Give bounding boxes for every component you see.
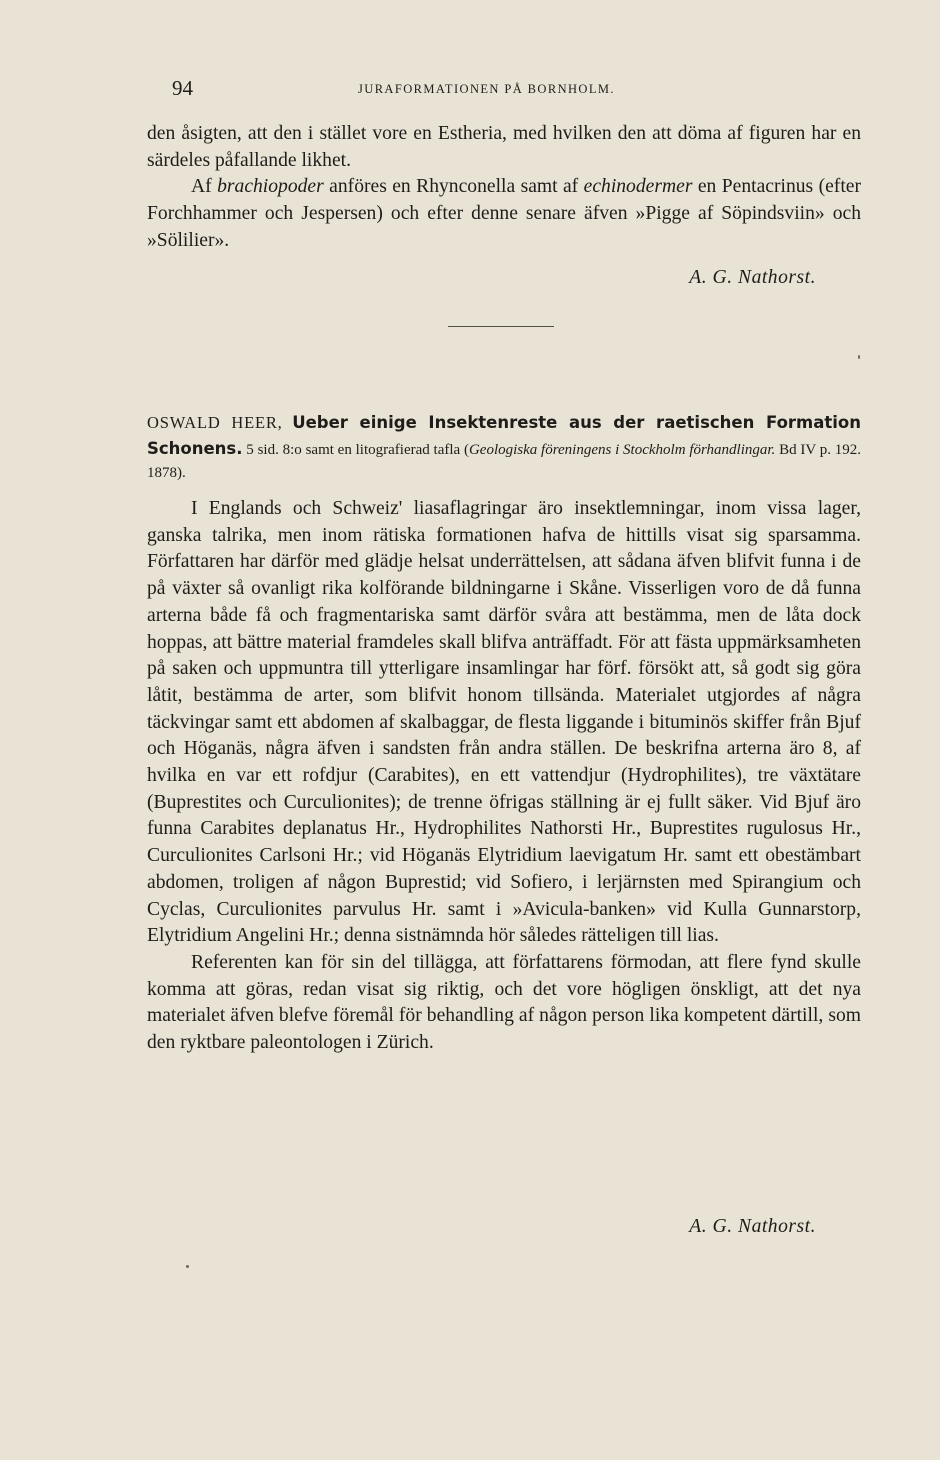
review-text bbox=[147, 496, 861, 1057]
review-heading bbox=[147, 411, 861, 486]
paper-speck bbox=[186, 1265, 189, 1268]
review-journal: Geologiska föreningens i Stockholm förhandlingar. bbox=[468, 441, 776, 458]
section1-paragraph1: den åsigten, att den i stället vore en Estheria, med hvilken den att döma af figuren har en särdeles påfallande likhet. bbox=[147, 123, 861, 171]
section1-p2-text2: anföres en Rhynconella samt af bbox=[323, 176, 584, 198]
section1-signature: A. G. Nathorst. bbox=[689, 267, 816, 288]
section-divider bbox=[448, 326, 554, 327]
review-citation: Bd IV p. 192. 1878). bbox=[147, 441, 861, 481]
section1-p2-italic-echinodermer: echinodermer bbox=[583, 176, 693, 198]
page-number: 94 bbox=[172, 76, 193, 100]
page-header bbox=[172, 76, 862, 106]
review-paragraph1: I Englands och Schweiz' liasaflagringar äro insektlemningar, inom vissa lager, ganska talrika, men inom rätiska formationen hafva de hittills visat sig sparsamma. Författaren har därför med glädje helsat underrättelsen, att sådana äfven blifvit funna i de på växter så ovanligt rika kolförande bildningarne i Skåne. Visserligen voro de då funna arterna både få och fragmentariska samt därför svåra att bestämma, men de låta dock hoppas, att bättre material framdeles skall blifva anträffadt. För att fästa uppmärksamheten på saken och uppmuntra till ytterligare insamlingar har förf. försökt att, så godt sig göra låtit, bestämma de arter, som blifvit honom tillsända. Materialet utgjordes af några täckvingar samt ett abdomen af skalbaggar, de flesta liggande i bituminös skiffer från Bjuf och Höganäs, några äfven i sandsten från andra ställen. De beskrifna arterna äro 8, af hvilka en var ett rofdjur (Carabites), en ett vattendjur (Hydrophilites), tre växtätare (Buprestites och Curculionites); de trenne öfrigas ställning är ej fullt säker. Vid Bjuf äro funna Carabites deplanatus Hr., Hydrophilites Nathorsti Hr., Buprestites rugulosus Hr., Curculionites Carlsoni Hr.; vid Höganäs Elytridium laevigatum Hr. samt ett obestämbart abdomen, troligen af någon Buprestid; vid Sofiero, i lerjärnsten med Spirangium och Cyclas, Curculionites parvulus Hr. samt i »Avicula-banken» vid Kulla Gunnarstorp, Elytridium Angelini Hr.; denna sistnämnda hör således rätteligen till lias. bbox=[147, 498, 861, 947]
section1-p2-text3: en Pentacrinus (efter Forchhammer och Jespersen) och efter denne senare äfven »Pigge af Söpindsviin» och »Sölilier». bbox=[147, 176, 861, 251]
review-title: Ueber einige Insektenreste aus der raetischen Formation Schonens. bbox=[147, 413, 862, 458]
section1-text bbox=[147, 121, 861, 255]
review-details: 5 sid. 8:o samt en litografierad tafla ( bbox=[242, 441, 469, 458]
review-author: OSWALD HEER, bbox=[147, 413, 283, 432]
review-paragraph2: Referenten kan för sin del tillägga, att författarens förmodan, att flere fynd skulle komma att göras, redan visat sig riktig, och det vore högligen önskligt, att det nya materialet äfven blefve föremål för behandling af någon person lika kompetent därtill, som den ryktbare paleontologen i Zürich. bbox=[147, 951, 861, 1054]
review-signature: A. G. Nathorst. bbox=[689, 1216, 816, 1237]
paper-speck bbox=[858, 355, 860, 359]
section1-p2-italic-brachiopoder: brachiopoder bbox=[217, 176, 324, 198]
section1-p2-text1: Af bbox=[191, 176, 218, 198]
section1-paragraph2 bbox=[147, 174, 861, 254]
running-head: JURAFORMATIONEN PÅ BORNHOLM. bbox=[358, 82, 615, 96]
